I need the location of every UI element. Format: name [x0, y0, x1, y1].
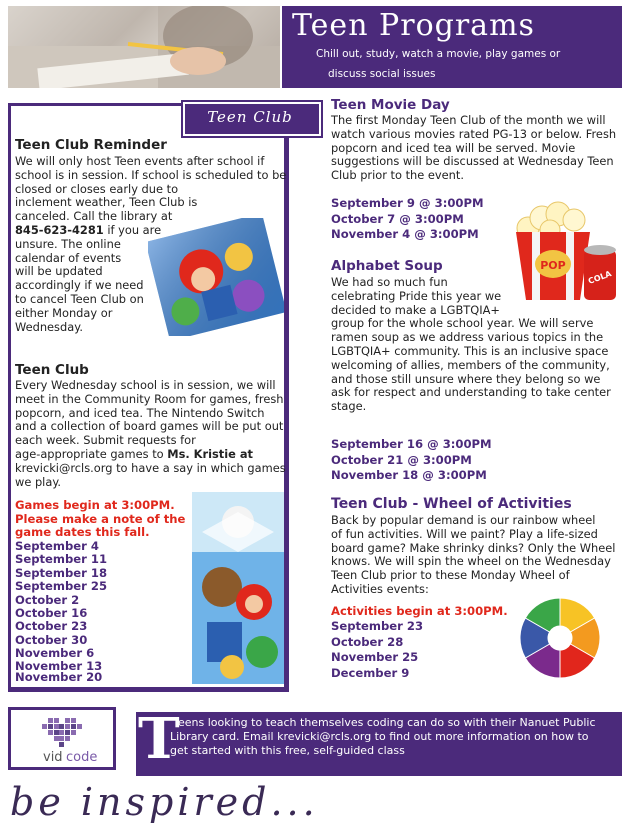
student-writing-photo — [8, 6, 280, 88]
alphabet-soup-line: ramen soup as we address various topics in the — [331, 330, 604, 345]
coding-line-3: get started with this free, self-guided class — [170, 744, 405, 757]
wheel-text — [331, 514, 623, 597]
reminder-line: unsure. The online — [15, 236, 121, 251]
movie-day-heading: Teen Movie Day — [331, 97, 450, 113]
nintendo-game-art — [148, 218, 284, 336]
alphabet-soup-dates — [331, 437, 492, 484]
reminder-line: to cancel Teen Club on — [15, 291, 144, 306]
alphabet-soup-line: decided to make a LGBTQIA+ — [331, 302, 500, 317]
teen-club-tab-label: Teen Club — [207, 108, 293, 126]
contact-name: Ms. Kristie at — [167, 446, 253, 461]
date-item: October 30 — [15, 632, 88, 647]
date-item: September 25 — [15, 579, 108, 594]
vidcode-logo-text-a: vid — [43, 750, 63, 765]
date-item: October 16 — [15, 606, 88, 621]
date-item: December 9 — [331, 665, 410, 680]
date-item: September 9 @ 3:00PM — [331, 196, 484, 210]
date-item: October 7 @ 3:00PM — [331, 211, 464, 226]
page-title: Teen Programs — [292, 8, 535, 43]
date-item: November 18 @ 3:00PM — [331, 468, 487, 482]
coding-line-1: eens looking to teach themselves coding can do so with their Nanuet Public — [178, 716, 596, 729]
date-item: November 20 — [15, 670, 103, 685]
date-item: November 6 — [15, 646, 95, 661]
vidcode-logo-text-b: code — [66, 750, 98, 765]
teen-club-line: each week. Submit requests for — [15, 433, 196, 448]
alphabet-soup-line: welcoming of allies, members of the community, — [331, 357, 610, 372]
coding-line-2: Library card. Email krevicki@rcls.org to find out more information on how to — [170, 730, 589, 743]
teen-club-dates — [15, 540, 107, 684]
alphabet-soup-line: We had so much fun — [331, 275, 448, 289]
date-item: November 25 — [331, 650, 419, 664]
reminder-heading: Teen Club Reminder — [15, 137, 167, 153]
movie-day-line: popcorn and iced tea will be served. Movie — [331, 140, 576, 155]
wheel-line: of fun activities. Will we paint? Play a life-sized — [331, 526, 598, 541]
movie-day-line: suggestions will be discussed at Wednesday Teen — [331, 154, 614, 169]
header-photo — [8, 6, 280, 88]
page-subtitle-line2: discuss social issues — [328, 68, 436, 80]
page-subtitle-line1: Chill out, study, watch a movie, play games or — [316, 48, 561, 60]
teen-club-line: age-appropriate games to — [15, 446, 168, 461]
reminder-line: closed or closes early due to — [15, 181, 179, 196]
alphabet-soup-line: group for the whole school year. We will serve — [331, 316, 594, 331]
reminder-line: calendar of events — [15, 250, 122, 265]
reminder-line: either Monday or — [15, 305, 113, 320]
reminder-line: if you are — [103, 222, 162, 237]
alphabet-soup-text — [331, 276, 623, 414]
alphabet-soup-line: ask for respect and understanding to take center — [331, 385, 611, 400]
movie-day-line: The first Monday Teen Club of the month we will — [331, 113, 606, 127]
date-item: September 16 @ 3:00PM — [331, 437, 492, 451]
games-alert — [15, 499, 185, 540]
teen-club-heading: Teen Club — [15, 362, 89, 378]
teen-club-line: to have a say in which games — [112, 460, 286, 475]
alphabet-soup-line: and those still unsure where they belong so we — [331, 371, 601, 386]
coding-dropcap: T — [138, 706, 180, 772]
activities-alert: Activities begin at 3:00PM. — [331, 604, 508, 618]
reminder-line: will be updated — [15, 264, 103, 279]
teen-club-line: we play. — [15, 474, 62, 489]
alphabet-soup-line: LGBTQIA+ community. This is an inclusive space — [331, 343, 609, 358]
teen-club-line: popcorn, and iced tea. The Nintendo Switch — [15, 405, 265, 420]
soda-cup-label: COLA — [587, 269, 613, 286]
wheel-line: knows. We will spin the wheel on the Wednesday — [331, 554, 611, 569]
teen-club-line: and a collection of board games will be put out — [15, 419, 284, 434]
alphabet-soup-heading: Alphabet Soup — [331, 258, 443, 274]
wheel-line: Activities events: — [331, 581, 429, 596]
reminder-line: canceled. Call the library at — [15, 209, 173, 224]
games-alert-line: Please make a note of the — [15, 511, 186, 526]
teen-club-text — [15, 379, 287, 489]
vidcode-logo — [11, 710, 113, 767]
teen-club-line: Every Wednesday school is in session, we will — [15, 378, 276, 392]
date-item: September 23 — [331, 619, 424, 633]
alphabet-soup-line: celebrating Pride this year we — [331, 288, 502, 303]
alphabet-soup-line: stage. — [331, 399, 367, 414]
movie-day-text — [331, 114, 623, 183]
smash-bros-game-art — [192, 492, 284, 684]
date-item: October 28 — [331, 634, 404, 649]
phone-number: 845-623-4281 — [15, 222, 104, 237]
reminder-line: accordingly if we need — [15, 278, 144, 293]
date-item: November 13 — [15, 658, 103, 673]
date-item: September 4 — [15, 539, 99, 553]
reminder-line: Wednesday. — [15, 319, 83, 334]
reminder-line: We will only host Teen events after school if — [15, 154, 265, 168]
date-item: October 2 — [15, 592, 80, 607]
date-item: October 21 @ 3:00PM — [331, 452, 472, 467]
movie-day-line: watch various movies rated PG-13 or below. Fresh — [331, 126, 617, 141]
games-alert-line: game dates this fall. — [15, 525, 150, 539]
rainbow-wheel-illustration — [518, 596, 602, 680]
wheel-dates — [331, 619, 423, 681]
date-item: September 11 — [15, 552, 108, 567]
date-item: November 4 @ 3:00PM — [331, 227, 479, 241]
vidcode-logo-box — [8, 707, 116, 770]
footer-slogan: be inspired... — [10, 780, 319, 824]
wheel-line: Back by popular demand is our rainbow wheel — [331, 513, 596, 527]
wheel-heading: Teen Club - Wheel of Activities — [331, 496, 572, 512]
movie-day-dates — [331, 196, 484, 243]
date-item: September 18 — [15, 565, 108, 580]
teen-club-line: meet in the Community Room for games, fresh — [15, 391, 284, 406]
movie-day-line: Club prior to the event. — [331, 168, 464, 183]
contact-email[interactable]: krevicki@rcls.org — [15, 460, 113, 475]
wheel-line: board game? Make shrinky dinks? Only the Wheel — [331, 540, 616, 555]
popcorn-bucket-label: POP — [540, 259, 566, 272]
games-alert-line: Games begin at 3:00PM. — [15, 498, 175, 512]
date-item: October 23 — [15, 619, 88, 634]
wheel-line: Teen Club prior to these Monday Wheel of — [331, 568, 570, 583]
reminder-line: inclement weather, Teen Club is — [15, 195, 198, 210]
reminder-line: school is in session. If school is scheduled to be — [15, 167, 287, 182]
